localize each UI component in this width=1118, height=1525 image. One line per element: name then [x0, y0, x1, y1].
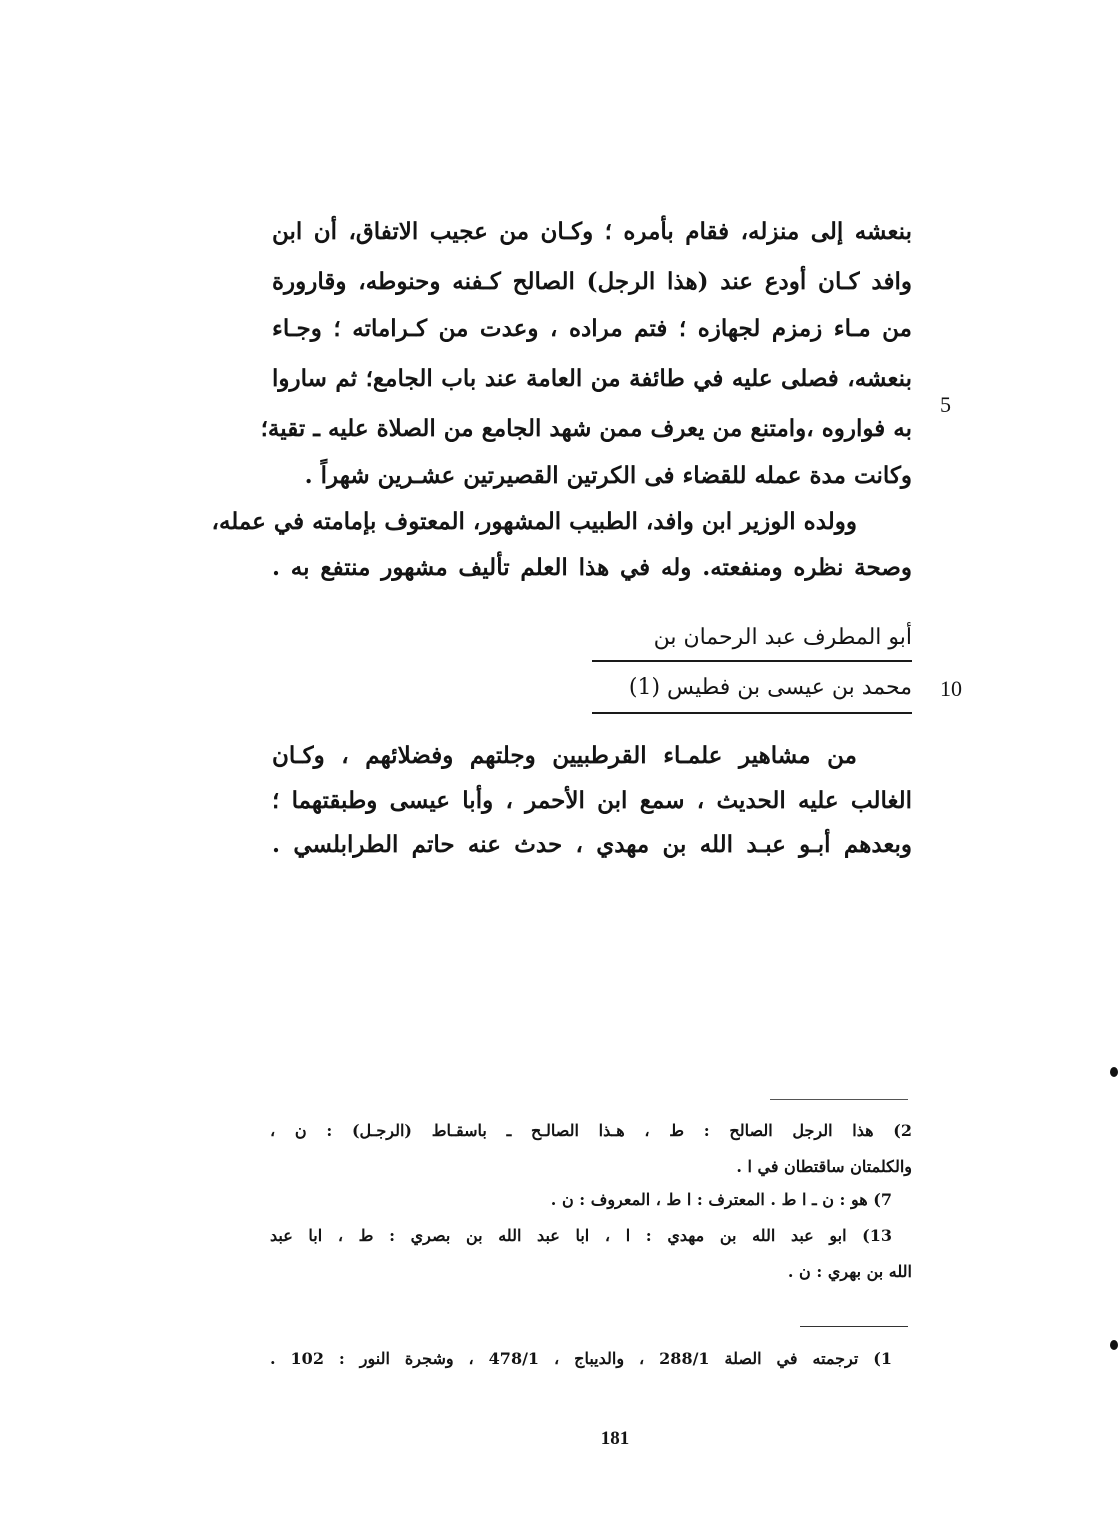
text-line: من مـاء زمزم لجهازه ؛ فتم مراده ، وعدت من كـراماته ؛ وجـاء	[272, 315, 912, 342]
source-footnote: 1) ترجمته في الصلة 288/1 ، والديباج ، 478/1 ، وشجرة النور : 102 .	[270, 1349, 893, 1368]
source-separator	[800, 1326, 908, 1327]
notes-separator	[770, 1099, 908, 1100]
text-line: وصحة نظره ومنفعته. وله في هذا العلم تأليف مشهور منتفع به .	[272, 554, 912, 581]
entry-heading-name: أبو المطرف عبد الرحمان بن	[653, 625, 912, 650]
text-line: من مشاهير علمـاء القرطبيين وجلتهم وفضلائهم ، وكـان	[272, 742, 857, 769]
text-line: بنعشه، فصلى عليه في طائفة من العامة عند باب الجامع؛ ثم ساروا	[272, 365, 912, 392]
text-line: وكانت مدة عمله للقضاء فى الكرتين القصيرتين عشـرين شهراً .	[304, 462, 912, 489]
text-line: وولده الوزير ابن وافد، الطبيب المشهور، المعتوف بإمامته في عمله،	[211, 508, 857, 535]
margin-dot-mark	[1110, 1340, 1118, 1350]
heading-rule-top	[592, 660, 912, 662]
footnote-line: الله بن بهري : ن .	[787, 1262, 912, 1281]
text-line: به فواروه ،وامتنع من يعرف ممن شهد الجامع من الصلاة عليه ـ تقية؛	[260, 415, 912, 442]
heading-rule-bottom	[592, 712, 912, 714]
line-number-5: 5	[940, 392, 951, 417]
text-line: وبعدهم أبـو عبـد الله بن مهدي ، حدث عنه حاتم الطرابلسي .	[272, 831, 912, 858]
text-line: الغالب عليه الحديث ، سمع ابن الأحمر ، وأبا عيسى وطبقتهما ؛	[272, 787, 912, 814]
footnote-line: 13) ابو عبد الله بن مهدي : ا ، ابا عبد الله بن بصري : ط ، ابا عبد	[270, 1226, 892, 1245]
entry-heading-lineage: محمد بن عيسى بن فطيس (1)	[628, 675, 912, 700]
footnote-line: والكلمتان ساقتطان في ا .	[736, 1157, 912, 1176]
margin-dot-mark	[1110, 1067, 1118, 1077]
line-number-10: 10	[940, 676, 962, 701]
text-line: بنعشه إلى منزله، فقام بأمره ؛ وكـان من عجيب الاتفاق، أن ابن	[272, 218, 912, 245]
text-line: وافد كـان أودع عند (هذا الرجل) الصالح كـفنه وحنوطه، وقارورة	[272, 268, 912, 295]
footnote-line: 2) هذا الرجل الصالح : ط ، هـذا الصالـح ـ باسقـاط (الرجـل) : ن ،	[270, 1121, 912, 1140]
footnote-line: 7) هو : ن ـ ا ط . المعترف : ا ط ، المعروف : ن .	[550, 1190, 892, 1209]
page-number: 181	[600, 1428, 630, 1449]
